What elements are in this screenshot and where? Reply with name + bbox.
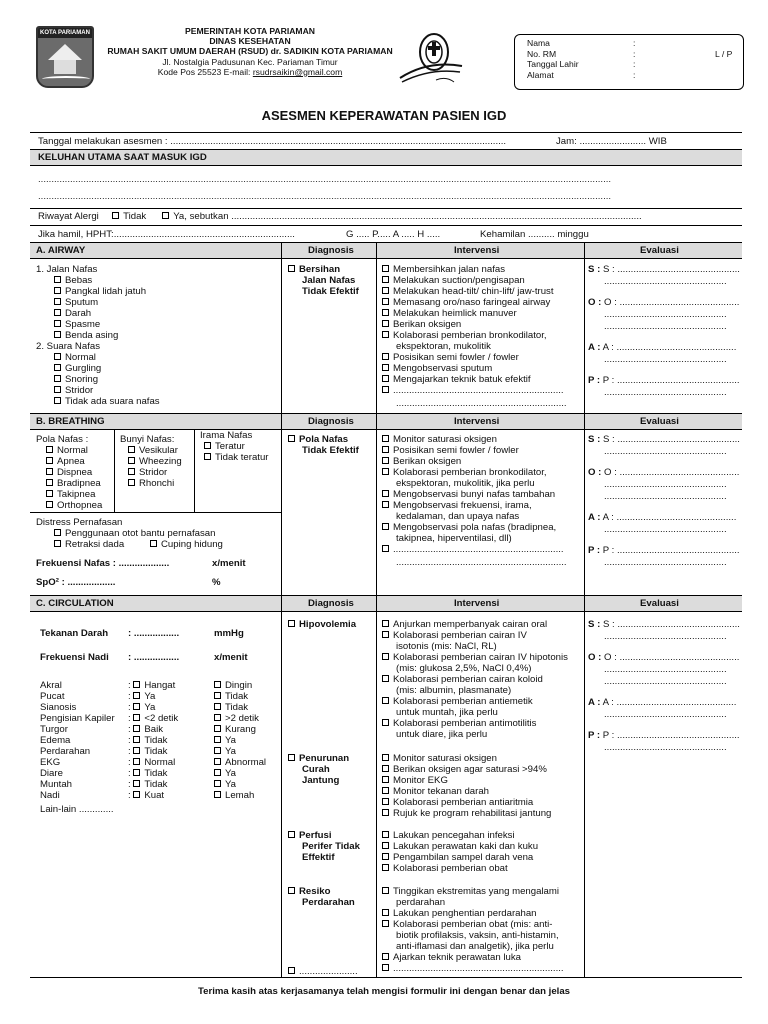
circ-interv[interactable]: Rujuk ke program rehabilitasi jantung [382, 808, 551, 819]
breathing-interv[interactable]: Mengobservasi bunyi nafas tambahan [382, 489, 555, 500]
airway-intervensi-header: Intervensi [454, 245, 500, 256]
fn-field[interactable]: : ................. [128, 652, 180, 663]
airway-evaluasi-header: Evaluasi [640, 245, 679, 256]
circ-row-option-a[interactable]: : Kuat [128, 790, 165, 801]
airway-eval-o[interactable]: O : O : ............................................. [588, 297, 740, 308]
td-label: Tekanan Darah [40, 628, 109, 639]
airway-diagnosis[interactable]: Bersihan [288, 264, 340, 275]
frek-nafas-field[interactable]: Frekuensi Nafas : ................... [36, 558, 170, 569]
circ-interv[interactable]: ................................................................ [382, 963, 564, 974]
circ-row-option-b[interactable]: Lemah [214, 790, 254, 801]
breathing-option[interactable]: Dispnea [46, 467, 92, 478]
alamat-label: Alamat [527, 69, 554, 80]
circulation-intervensi-header: Intervensi [454, 598, 500, 609]
circ-row-option-b[interactable]: Abnormal [214, 757, 266, 768]
fn-label: Frekuensi Nadi [40, 652, 109, 663]
circ-row-label: Perdarahan [40, 746, 91, 757]
breathing-option[interactable]: Wheezing [128, 456, 182, 467]
circ-interv-cont: (mis: glukosa 2,5%, NaCl 0,4%) [396, 663, 532, 674]
airway-option[interactable]: Spasme [54, 319, 100, 330]
gender-label: L / P [715, 48, 733, 59]
circ-row-option-a[interactable]: : Baik [128, 724, 164, 735]
circ-row-option-a[interactable]: : Normal [128, 757, 176, 768]
breathing-option[interactable]: Rhonchi [128, 478, 174, 489]
circ-diagnosis-5[interactable]: ...................... [288, 966, 358, 977]
breathing-eval-cont[interactable]: .............................................. [604, 524, 727, 535]
breathing-evaluasi-header: Evaluasi [640, 416, 679, 427]
breathing-eval-a[interactable]: A : A : ............................................. [588, 512, 737, 523]
circ-row-option-a[interactable]: : Tidak [128, 746, 168, 757]
airway-eval-a[interactable]: A : A : ............................................. [588, 342, 737, 353]
circ-eval-cont[interactable]: .............................................. [604, 631, 727, 642]
circ-row-label: Pucat [40, 691, 65, 702]
circ-interv-cont: biotik profilaksis, vaksin, anti-histamin, [396, 930, 559, 941]
airway-option[interactable]: Normal [54, 352, 96, 363]
breathing-interv[interactable]: Monitor saturasi oksigen [382, 434, 497, 445]
airway-diagnosis-line: Jalan Nafas [302, 275, 356, 286]
circ-interv[interactable]: Kolaborasi pemberian antiaritmia [382, 797, 533, 808]
airway-interv[interactable]: Melakukan heimlick manuver [382, 308, 517, 319]
circ-eval-p[interactable]: P : P : .............................................. [588, 730, 740, 741]
logo-text: KOTA PARIAMAN [38, 28, 92, 38]
circ-row-option-b[interactable]: Kurang [214, 724, 256, 735]
circ-interv[interactable]: Tinggikan ekstremitas yang mengalami [382, 886, 559, 897]
circ-row-option-a[interactable]: : Tidak [128, 779, 168, 790]
circ-row-label: Pengisian Kapiler [40, 713, 115, 724]
breathing-eval-o[interactable]: O : O : ............................................. [588, 467, 740, 478]
circ-diagnosis-line: Perdarahan [302, 897, 355, 908]
breathing-interv-cont: takipnea, hiperventilasi, dll) [396, 533, 512, 544]
airway-option[interactable]: Darah [54, 308, 91, 319]
logo-house-icon [54, 60, 76, 74]
distress-label: Distress Pernafasan [36, 517, 123, 528]
circ-interv-cont: untuk diare, jika perlu [396, 729, 488, 740]
letterhead-line-3: RUMAH SAKIT UMUM DAERAH (RSUD) dr. SADIKIN KOTA PARIAMAN [107, 46, 393, 57]
breathing-interv-cont: kedalaman, dan upaya nafas [396, 511, 520, 522]
breathing-option[interactable]: Cuping hidung [150, 539, 223, 550]
airway-option[interactable]: Gurgling [54, 363, 101, 374]
circ-row-option-a[interactable]: : Tidak [128, 768, 168, 779]
circ-eval-s[interactable]: S : S : .............................................. [588, 619, 740, 630]
breathing-option[interactable]: Orthopnea [46, 500, 102, 511]
airway-interv[interactable]: Posisikan semi fowler / fowler [382, 352, 519, 363]
circ-interv[interactable]: Ajarkan teknik perawatan luka [382, 952, 521, 963]
circ-interv[interactable]: Kolaborasi pemberian obat (mis: anti- [382, 919, 552, 930]
breathing-interv[interactable]: Kolaborasi pemberian bronkodilator, [382, 467, 547, 478]
circ-diagnosis-line: Perifer Tidak [302, 841, 360, 852]
breathing-interv[interactable]: Mengobservasi pola nafas (bradipnea, [382, 522, 556, 533]
breathing-interv[interactable]: Berikan oksigen [382, 456, 461, 467]
alergi-row: Riwayat Alergi Tidak Ya, sebutkan .......................................................................................................................................................... [38, 211, 642, 222]
letterhead-line-2: DINAS KESEHATAN [209, 36, 291, 47]
alergi-tidak-checkbox[interactable] [112, 212, 119, 219]
jam-field[interactable]: Jam: ......................... WIB [556, 136, 667, 147]
circ-row-option-b[interactable]: Dingin [214, 680, 252, 691]
circ-interv-cont: anti-iflamasi dan analgetik), jika perlu [396, 941, 554, 952]
airway-interv[interactable]: Kolaborasi pemberian bronkodilator, [382, 330, 547, 341]
circ-eval-a[interactable]: A : A : ............................................. [588, 697, 737, 708]
tanggal-field[interactable]: Tanggal melakukan asesmen : .............................................................................................................................. [38, 136, 507, 147]
circ-row-option-a[interactable]: : Hangat [128, 680, 176, 691]
circ-interv[interactable]: Kolaborasi pemberian antimotilitis [382, 718, 536, 729]
letterhead-line-5: Kode Pos 25523 E-mail: rsudrsaikin@gmail.com [157, 66, 343, 77]
circ-row-option-a[interactable]: : Ya [128, 691, 156, 702]
form-title: ASESMEN KEPERAWATAN PASIEN IGD [261, 108, 507, 123]
breathing-option[interactable]: Penggunaan otot bantu pernafasan [54, 528, 215, 539]
alergi-ya-checkbox[interactable] [162, 212, 169, 219]
circ-row-option-b[interactable]: Ya [214, 779, 236, 790]
letterhead-line-1: PEMERINTAH KOTA PARIAMAN [184, 26, 315, 36]
airway-eval-cont[interactable]: .............................................. [604, 276, 727, 287]
circ-row-label: Turgor [40, 724, 68, 735]
breathing-intervensi-header: Intervensi [454, 416, 500, 427]
breathing-diagnosis[interactable]: Pola Nafas [288, 434, 348, 445]
hpht-field[interactable]: Jika hamil, HPHT:.................................................................... [38, 229, 295, 240]
patient-id-box: Nama : No. RM : L / P Tanggal Lahir : Alamat : [514, 34, 744, 90]
circ-row-label: Muntah [40, 779, 72, 790]
circ-interv[interactable]: Kolaborasi pemberian obat [382, 863, 508, 874]
airway-diagnosis-line: Tidak Efektif [302, 286, 359, 297]
frek-nafas-unit: x/menit [212, 558, 246, 569]
airway-option[interactable]: Snoring [54, 374, 98, 385]
airway-eval-cont[interactable]: .............................................. [604, 354, 727, 365]
airway-option[interactable]: Bebas [54, 275, 92, 286]
airway-diagnosis-header: Diagnosis [308, 245, 354, 256]
airway-interv[interactable]: Mengobservasi sputum [382, 363, 492, 374]
keluhan-line-1[interactable]: ....................................................................................................................................................................................................................... [38, 174, 612, 185]
airway-eval-s[interactable]: S : S : .............................................. [588, 264, 740, 275]
circ-row-label: Sianosis [40, 702, 77, 713]
letterhead-line-4: Jl. Nostalgia Padusunan Kec. Pariaman Timur [162, 56, 338, 67]
circ-eval-cont[interactable]: .............................................. [604, 676, 727, 687]
spo2-unit: % [212, 577, 221, 588]
circ-interv[interactable]: Lakukan penghentian perdarahan [382, 908, 537, 919]
circ-interv-cont: untuk muntah, jika perlu [396, 707, 498, 718]
breathing-interv-cont[interactable]: ................................................................ [396, 557, 567, 568]
circ-row-label: Akral [40, 680, 62, 691]
irama-nafas-label: Irama Nafas [200, 430, 253, 441]
airway-interv-cont: ekspektoran, mukolitik [396, 341, 491, 352]
breathing-option[interactable]: Teratur [204, 441, 245, 452]
circ-interv-cont: (mis: albumin, plasmanate) [396, 685, 512, 696]
no-rm-label: No. RM [527, 48, 557, 59]
tanggal-lahir-label: Tanggal Lahir [527, 59, 579, 69]
circ-row-label: Edema [40, 735, 71, 746]
circ-interv[interactable]: Berikan oksigen agar saturasi >94% [382, 764, 547, 775]
td-unit: mmHg [214, 628, 244, 639]
circ-row-option-b[interactable]: Ya [214, 768, 236, 779]
circ-interv-cont: isotonis (mis: NaCl, RL) [396, 641, 497, 652]
circ-interv[interactable]: Monitor EKG [382, 775, 448, 786]
email-link[interactable]: rsudrsaikin@gmail.com [252, 66, 343, 77]
circ-row-option-a[interactable]: : Ya [128, 702, 156, 713]
circ-diagnosis-line: Effektif [302, 852, 335, 863]
gpah-field[interactable]: G ..... P..... A ..... H ..... [346, 229, 441, 240]
breathing-option[interactable]: Retraksi dada [54, 539, 124, 550]
airway-interv[interactable]: Memasang oro/naso faringeal airway [382, 297, 550, 308]
airway-eval-cont[interactable]: .............................................. [604, 387, 727, 398]
breathing-option[interactable]: Tidak teratur [204, 452, 269, 463]
airway-interv[interactable]: Melakukan head-tilt/ chin-lift/ jaw-trust [382, 286, 554, 297]
circ-row-option-a[interactable]: : Tidak [128, 735, 168, 746]
airway-title: A. AIRWAY [36, 245, 86, 256]
airway-option[interactable]: Pangkal lidah jatuh [54, 286, 146, 297]
circ-eval-o[interactable]: O : O : ............................................. [588, 652, 740, 663]
circ-interv[interactable]: Anjurkan memperbanyak cairan oral [382, 619, 547, 630]
breathing-option[interactable]: Bradipnea [46, 478, 101, 489]
breathing-diagnosis-header: Diagnosis [308, 416, 354, 427]
city-logo [36, 26, 94, 88]
circ-row-label: Diare [40, 768, 63, 779]
circ-row-option-a[interactable]: : <2 detik [128, 713, 179, 724]
jalan-nafas-label: 1. Jalan Nafas [36, 264, 98, 275]
airway-interv[interactable]: Berikan oksigen [382, 319, 461, 330]
circ-interv[interactable]: Kolaborasi pemberian cairan IV hipotonis [382, 652, 568, 663]
breathing-option[interactable]: Vesikular [128, 445, 178, 456]
circ-interv[interactable]: Lakukan perawatan kaki dan kuku [382, 841, 538, 852]
circ-row-option-b[interactable]: >2 detik [214, 713, 259, 724]
circ-interv[interactable]: Kolaborasi pemberian cairan IV [382, 630, 527, 641]
circ-interv[interactable]: Monitor saturasi oksigen [382, 753, 497, 764]
circ-diagnosis-3[interactable]: Perfusi [288, 830, 332, 841]
airway-eval-p[interactable]: P : P : .............................................. [588, 375, 740, 386]
breathing-option[interactable]: Apnea [46, 456, 85, 467]
footer-note: Terima kasih atas kerjasamanya telah mengisi formulir ini dengan benar dan jelas [198, 986, 570, 997]
breathing-option[interactable]: Normal [46, 445, 88, 456]
logo-wave-icon [42, 76, 90, 82]
breathing-interv[interactable]: Posisikan semi fowler / fowler [382, 445, 519, 456]
circulation-diagnosis-header: Diagnosis [308, 598, 354, 609]
circ-row-option-b[interactable]: Ya [214, 735, 236, 746]
airway-interv[interactable]: Mengajarkan teknik batuk efektif [382, 374, 531, 385]
bunyi-nafas-label: Bunyi Nafas: [120, 434, 175, 445]
circ-interv[interactable]: Kolaborasi pemberian antiemetik [382, 696, 533, 707]
breathing-option[interactable]: Takipnea [46, 489, 95, 500]
lain-lain-field[interactable]: Lain-lain ............. [40, 804, 114, 815]
circ-diagnosis-4[interactable]: Resiko [288, 886, 330, 897]
kehamilan-field[interactable]: Kehamilan .......... minggu [480, 229, 589, 240]
spo2-field[interactable]: SpO² : .................. [36, 577, 116, 588]
breathing-interv-cont: ekspektoran, mukolitik, jika perlu [396, 478, 535, 489]
breathing-eval-cont[interactable]: .............................................. [604, 491, 727, 502]
circ-diagnosis-line: Jantung [302, 775, 340, 786]
keluhan-line-2[interactable]: ....................................................................................................................................................................................................................... [38, 191, 612, 202]
breathing-diagnosis-line: Tidak Efektif [302, 445, 359, 456]
breathing-title: B. BREATHING [36, 416, 105, 427]
hospital-logo-icon [398, 26, 464, 90]
airway-option[interactable]: Stridor [54, 385, 93, 396]
airway-eval-cont[interactable]: .............................................. [604, 309, 727, 320]
fn-unit: x/menit [214, 652, 248, 663]
breathing-option[interactable]: Stridor [128, 467, 167, 478]
nama-label: Nama [527, 38, 550, 48]
breathing-interv[interactable]: Mengobservasi frekuensi, irama, [382, 500, 532, 511]
logo-roof-icon [48, 44, 82, 60]
circ-row-label: Nadi [40, 790, 60, 801]
circulation-title: C. CIRCULATION [36, 598, 114, 609]
pola-nafas-label: Pola Nafas : [36, 434, 89, 445]
airway-interv-cont[interactable]: ................................................................ [396, 398, 567, 409]
circ-row-option-b[interactable]: Ya [214, 746, 236, 757]
breathing-eval-cont[interactable]: .............................................. [604, 557, 727, 568]
circ-interv[interactable]: Kolaborasi pemberian cairan koloid [382, 674, 543, 685]
circ-diagnosis-1[interactable]: Hipovolemia [288, 619, 356, 630]
circ-row-option-b[interactable]: Tidak [214, 702, 248, 713]
circ-eval-cont[interactable]: .............................................. [604, 664, 727, 675]
breathing-eval-p[interactable]: P : P : .............................................. [588, 545, 740, 556]
circulation-evaluasi-header: Evaluasi [640, 598, 679, 609]
circ-eval-cont[interactable]: .............................................. [604, 709, 727, 720]
circ-row-label: EKG [40, 757, 61, 768]
airway-interv[interactable]: ................................................................ [382, 385, 564, 396]
circ-diagnosis-line: Curah [302, 764, 330, 775]
td-field[interactable]: : ................. [128, 628, 180, 639]
circ-interv-cont: perdarahan [396, 897, 446, 908]
keluhan-header: KELUHAN UTAMA SAAT MASUK IGD [38, 152, 207, 163]
airway-eval-cont[interactable]: .............................................. [604, 321, 727, 332]
breathing-interv[interactable]: ................................................................ [382, 544, 564, 555]
circ-diagnosis-2[interactable]: Penurunan [288, 753, 349, 764]
circ-row-option-b[interactable]: Tidak [214, 691, 248, 702]
letterhead [100, 26, 400, 77]
circ-interv[interactable]: Lakukan pencegahan infeksi [382, 830, 515, 841]
airway-interv[interactable]: Melakukan suction/pengisapan [382, 275, 525, 286]
airway-option[interactable]: Benda asing [54, 330, 118, 341]
airway-option[interactable]: Tidak ada suara nafas [54, 396, 160, 407]
breathing-eval-s[interactable]: S : S : .............................................. [588, 434, 740, 445]
airway-option[interactable]: Sputum [54, 297, 98, 308]
circ-interv[interactable]: Pengambilan sampel darah vena [382, 852, 533, 863]
circ-eval-cont[interactable]: .............................................. [604, 742, 727, 753]
circ-interv[interactable]: Monitor tekanan darah [382, 786, 489, 797]
breathing-eval-cont[interactable]: .............................................. [604, 479, 727, 490]
suara-nafas-label: 2. Suara Nafas [36, 341, 100, 352]
breathing-eval-cont[interactable]: .............................................. [604, 446, 727, 457]
airway-interv[interactable]: Membersihkan jalan nafas [382, 264, 505, 275]
